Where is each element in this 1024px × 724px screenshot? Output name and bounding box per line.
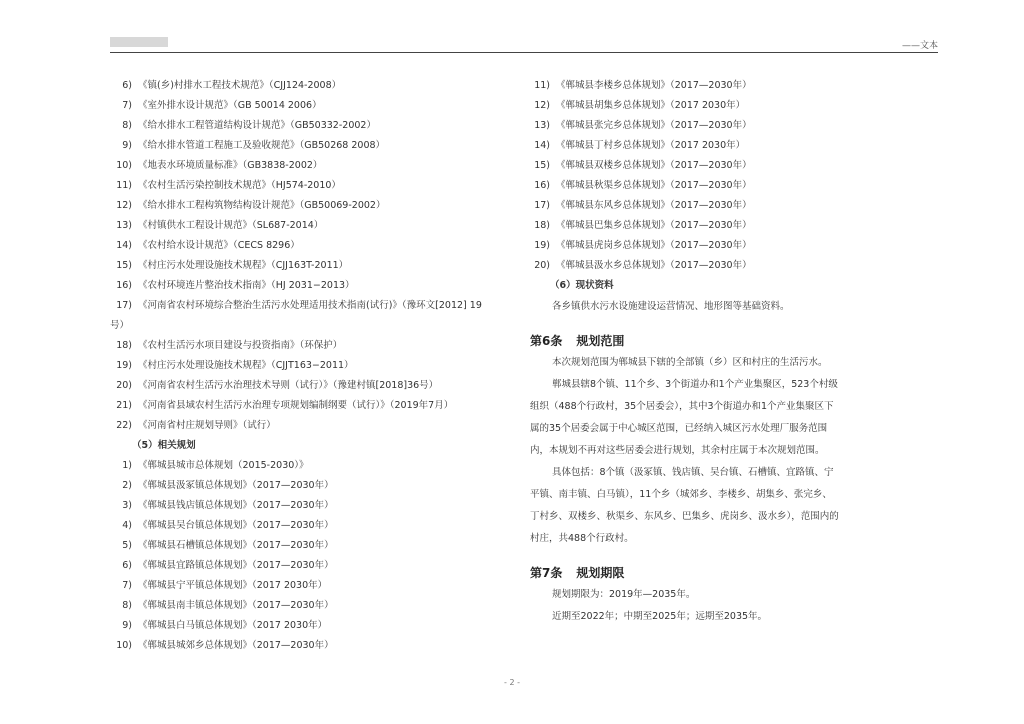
list-item-number: 19) (116, 360, 132, 371)
list-item-text: 《郸城县汲冢镇总体规划》（2017—2030年） (138, 480, 334, 491)
list-item-text: 《村镇供水工程设计规范》（SL687-2014） (138, 220, 324, 231)
list-item-number: 11) (116, 180, 132, 191)
article-number: 第6条 (530, 334, 563, 348)
list-item (112, 276, 517, 296)
article-6-paragraph-3: 具体包括：8个镇（汲冢镇、钱店镇、吴台镇、石槽镇、宜路镇、宁平镇、南丰镇、白马镇），11个乡（城郊乡、李楼乡、胡集乡、张完乡、丁村乡、双楼乡、秋渠乡、东风乡、巴集乡、虎岗乡、汲水乡），范围内的村庄，共488个行政村。 (530, 467, 839, 544)
list-item-number: 2) (122, 480, 132, 491)
list-item-number: 12) (116, 200, 132, 211)
list-item-number: 5) (122, 540, 132, 551)
list-item (112, 96, 517, 116)
article-title: 规划期限 (576, 566, 625, 580)
list-item-text: 《郸城县丁村乡总体规划》（2017 2030年） (556, 140, 746, 151)
list-item (112, 416, 517, 436)
list-item (112, 156, 517, 176)
list-item-text: 《农村环境连片整治技术指南》（HJ 2031−2013） (138, 280, 355, 291)
list-item-number: 3) (122, 500, 132, 511)
article-7-paragraph-2: 近期至2022年；中期至2025年；远期至2035年。 (552, 611, 768, 622)
list-item-number: 13) (116, 220, 132, 231)
article-number: 第7条 (530, 566, 563, 580)
standards-list-b (112, 336, 517, 436)
article-6-paragraph-2: 郸城县辖8个镇、11个乡、3个街道办和1个产业集聚区，523个村级组织（488个行政村，35个居委会），其中3个街道办和1个产业集聚区下属的35个居委会属于中心城区范围，已经纳入城区污水处理厂服务范围内，本规划不再对这些居委会进行规划，其余村庄属于本次规划范围。 (530, 379, 838, 456)
list-item (112, 496, 517, 516)
list-item (530, 216, 840, 236)
list-item (112, 556, 517, 576)
list-item-number: 15) (116, 260, 132, 271)
list-item-text: 《农村生活污染控制技术规范》（HJ574-2010） (138, 180, 341, 191)
list-item (112, 236, 517, 256)
list-item (530, 136, 840, 156)
list-item-text: 《农村给水设计规范》（CECS 8296） (138, 240, 300, 251)
list-item-text: 《郸城县巴集乡总体规划》（2017—2030年） (556, 220, 752, 231)
header-rule (110, 52, 938, 53)
list-item-text: 《郸城县宜路镇总体规划》（2017—2030年） (138, 560, 334, 571)
list-item-text: 《郸城县城市总体规划（2015-2030）》 (138, 460, 309, 471)
list-item-number: 14) (534, 140, 550, 151)
list-item (112, 216, 517, 236)
list-item-number: 20) (534, 260, 550, 271)
list-item-number: 10) (116, 160, 132, 171)
right-column (530, 76, 840, 628)
list-item-number: 6) (122, 560, 132, 571)
list-item-number: 22) (116, 420, 132, 431)
list-item (112, 256, 517, 276)
list-item-17-continuation: 号） (110, 320, 130, 331)
list-item-text: 《郸城县李楼乡总体规划》（2017—2030年） (556, 80, 752, 91)
list-item-number: 7) (122, 580, 132, 591)
list-item (112, 476, 517, 496)
list-item (112, 136, 517, 156)
header-logo (110, 36, 170, 51)
list-item (112, 576, 517, 596)
list-item (112, 76, 517, 96)
list-item (112, 636, 517, 656)
list-item-number: 16) (116, 280, 132, 291)
list-item-17 (112, 296, 517, 316)
list-item (112, 396, 517, 416)
list-item-text: 《郸城县虎岗乡总体规划》（2017—2030年） (556, 240, 752, 251)
list-item-text: 《郸城县秋渠乡总体规划》（2017—2030年） (556, 180, 752, 191)
list-item-text: 《河南省农村生活污水治理技术导则（试行）》（豫建村镇[2018]36号） (138, 380, 439, 391)
list-item-number: 18) (534, 220, 550, 231)
list-item-text: 《郸城县石槽镇总体规划》（2017—2030年） (138, 540, 334, 551)
article-6-paragraph-1: 本次规划范围为郸城县下辖的全部镇（乡）区和村庄的生活污水。 (552, 357, 828, 368)
related-plans-list (112, 456, 517, 656)
list-item (112, 336, 517, 356)
list-item-text: 《河南省村庄规划导则》（试行） (138, 420, 276, 431)
list-item-number: 18) (116, 340, 132, 351)
list-item-text: 《郸城县双楼乡总体规划》（2017—2030年） (556, 160, 752, 171)
list-item-number: 15) (534, 160, 550, 171)
list-item-number: 9) (122, 140, 132, 151)
list-item-number: 8) (122, 120, 132, 131)
section-heading-related-plans: （5）相关规划 (132, 440, 196, 451)
list-item (112, 516, 517, 536)
list-item (112, 116, 517, 136)
article-7-paragraph-1: 规划期限为：2019年—2035年。 (552, 589, 696, 600)
list-item-number: 14) (116, 240, 132, 251)
list-item-number: 16) (534, 180, 550, 191)
list-item (530, 76, 840, 96)
list-item-text: 《村庄污水处理设施技术规程》（CJJ163T-2011） (138, 260, 349, 271)
article-6-heading (530, 330, 840, 352)
list-item-number: 17) (534, 200, 550, 211)
list-item-number: 20) (116, 380, 132, 391)
list-item (112, 456, 517, 476)
list-item-text: 《郸城县城郊乡总体规划》（2017—2030年） (138, 640, 334, 651)
list-item-number: 1) (122, 460, 132, 471)
list-item-text: 《农村生活污水项目建设与投资指南》（环保护） (138, 340, 343, 351)
page-number: - 2 - (504, 678, 520, 687)
list-item (530, 236, 840, 256)
list-item-number: 12) (534, 100, 550, 111)
list-item-number: 10) (116, 640, 132, 651)
list-item-text: 《郸城县钱店镇总体规划》（2017—2030年） (138, 500, 334, 511)
list-item-number: 8) (122, 600, 132, 611)
standards-list-a (112, 76, 517, 296)
list-item-text: 《室外排水设计规范》（GB 50014 2006） (138, 100, 322, 111)
list-item-text: 《郸城县吴台镇总体规划》（2017—2030年） (138, 520, 334, 531)
header-section-label: ——文本 (901, 41, 938, 51)
list-item (112, 536, 517, 556)
list-item-number: 6) (122, 80, 132, 91)
list-item-text: 《郸城县宁平镇总体规划》（2017 2030年） (138, 580, 328, 591)
list-item (530, 256, 840, 276)
list-item (112, 196, 517, 216)
list-item-text: 《郸城县汲水乡总体规划》（2017—2030年） (556, 260, 752, 271)
list-item-number: 17) (116, 300, 132, 311)
list-item-text: 《河南省农村环境综合整治生活污水处理适用技术指南(试行)》（豫环文[2012] 19 (138, 300, 482, 311)
list-item-number: 19) (534, 240, 550, 251)
list-item-text: 《地表水环境质量标准》（GB3838-2002） (138, 160, 323, 171)
list-item-text: 《给水排水工程构筑物结构设计规范》（GB50069-2002） (138, 200, 386, 211)
related-plans-list-continued (530, 76, 840, 276)
list-item (530, 176, 840, 196)
list-item-text: 《郸城县南丰镇总体规划》（2017—2030年） (138, 600, 334, 611)
article-7-heading (530, 562, 840, 584)
article-title: 规划范围 (576, 334, 625, 348)
list-item-number: 7) (122, 100, 132, 111)
current-data-text: 各乡镇供水污水设施建设运营情况、地形图等基础资料。 (552, 301, 790, 312)
list-item (112, 616, 517, 636)
list-item (530, 196, 840, 216)
list-item-text: 《村庄污水处理设施技术规程》（CJJT163−2011） (138, 360, 354, 371)
list-item-number: 4) (122, 520, 132, 531)
list-item-text: 《给水排水工程管道结构设计规范》（GB50332-2002） (138, 120, 376, 131)
list-item-text: 《给水排水管道工程施工及验收规范》（GB50268 2008） (138, 140, 386, 151)
list-item (112, 176, 517, 196)
logo-mark-icon (110, 36, 170, 48)
list-item-text: 《郸城县东风乡总体规划》（2017—2030年） (556, 200, 752, 211)
list-item-number: 11) (534, 80, 550, 91)
list-item-text: 《郸城县张完乡总体规划》（2017—2030年） (556, 120, 752, 131)
list-item (112, 596, 517, 616)
list-item-number: 21) (116, 400, 132, 411)
list-item-number: 13) (534, 120, 550, 131)
list-item-text: 《镇(乡)村排水工程技术规范》（CJJ124-2008） (138, 80, 342, 91)
left-column (112, 76, 517, 656)
list-item (112, 356, 517, 376)
list-item (530, 156, 840, 176)
list-item (530, 96, 840, 116)
list-item-number: 9) (122, 620, 132, 631)
list-item-text: 《河南省县域农村生活污水治理专项规划编制纲要（试行）》（2019年7月） (138, 400, 454, 411)
page-header (110, 36, 938, 50)
list-item-text: 《郸城县白马镇总体规划》（2017 2030年） (138, 620, 328, 631)
list-item (112, 376, 517, 396)
list-item (530, 116, 840, 136)
list-item-text: 《郸城县胡集乡总体规划》（2017 2030年） (556, 100, 746, 111)
section-heading-current-data: （6）现状资料 (550, 280, 614, 291)
